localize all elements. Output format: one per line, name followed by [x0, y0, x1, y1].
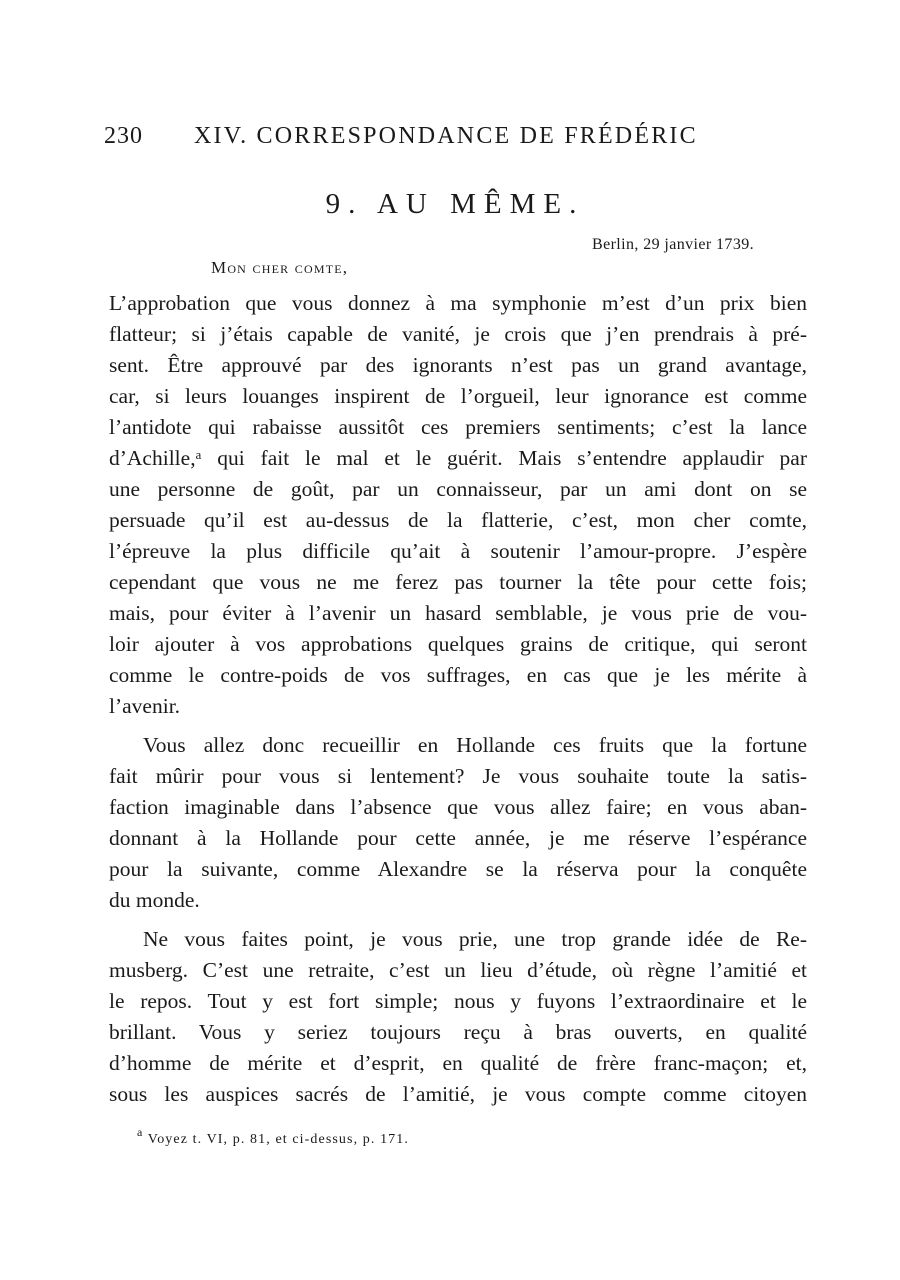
paragraph-1 [109, 288, 807, 722]
text-line: sous les auspices sacrés de l’amitié, je vous compte comme citoyen [109, 1082, 807, 1106]
text-line: du monde. [109, 888, 200, 912]
text-line: faction imaginable dans l’absence que vous allez faire; en vous aban- [109, 795, 807, 819]
footnote-text: Voyez t. VI, p. 81, et ci-dessus, p. 171. [147, 1132, 409, 1147]
text-line: fait mûrir pour vous si lentement? Je vous souhaite toute la satis- [109, 764, 807, 788]
letter-dateline: Berlin, 29 janvier 1739. [592, 236, 755, 253]
paragraph-3 [109, 924, 807, 1110]
page-number: 230 [104, 123, 143, 149]
text-line: Ne vous faites point, je vous prie, une trop grande idée de Re- [143, 927, 807, 951]
text-line: sent. Être approuvé par des ignorants n’est pas un grand avantage, [109, 353, 807, 377]
text-line: l’antidote qui rabaisse aussitôt ces premiers sentiments; c’est la lance [109, 415, 807, 439]
text-line: persuade qu’il est au-dessus de la flatterie, c’est, mon cher comte, [109, 508, 807, 532]
text-line: car, si leurs louanges inspirent de l’orgueil, leur ignorance est comme [109, 384, 807, 408]
text-line: une personne de goût, par un connaisseur, par un ami dont on se [109, 477, 807, 501]
text-line: cependant que vous ne me ferez pas tourner la tête pour cette fois; [109, 570, 807, 594]
text-line: donnant à la Hollande pour cette année, je me réserve l’espérance [109, 826, 807, 850]
text-line: mais, pour éviter à l’avenir un hasard semblable, je vous prie de vou- [109, 601, 807, 625]
letter-body [109, 288, 807, 1118]
letter-salutation: Mon cher comte, [211, 258, 349, 277]
text-line: le repos. Tout y est fort simple; nous y fuyons l’extraordinaire et le [109, 989, 807, 1013]
text-line: l’épreuve la plus difficile qu’ait à soutenir l’amour-propre. J’espère [109, 539, 807, 563]
text-line: pour la suivante, comme Alexandre se la réserva pour la conquête [109, 857, 807, 881]
text-line: musberg. C’est une retraite, c’est un lieu d’étude, où règne l’amitié et [109, 958, 807, 982]
text-line: loir ajouter à vos approbations quelques grains de critique, qui seront [109, 632, 807, 656]
text-line: l’avenir. [109, 694, 181, 718]
text-line: d’Achille,ᵃ qui fait le mal et le guérit. Mais s’entendre applaudir par [109, 446, 807, 470]
text-line: comme le contre-poids de vos suffrages, en cas que je les mérite à [109, 663, 807, 687]
letter-title: 9. AU MÊME. [325, 188, 585, 220]
text-line: brillant. Vous y seriez toujours reçu à bras ouverts, en qualité [109, 1020, 807, 1044]
text-line: flatteur; si j’étais capable de vanité, je crois que j’en prendrais à pré- [109, 322, 807, 346]
running-title: XIV. CORRESPONDANCE DE FRÉDÉRIC [194, 123, 698, 149]
text-line: L’approbation que vous donnez à ma symphonie m’est d’un prix bien [109, 291, 807, 315]
paragraph-2 [109, 730, 807, 916]
footnote [137, 1125, 409, 1148]
footnote-marker: a [137, 1125, 144, 1139]
text-line: d’homme de mérite et d’esprit, en qualité de frère franc-maçon; et, [109, 1051, 807, 1075]
text-line: Vous allez donc recueillir en Hollande ces fruits que la fortune [143, 733, 807, 757]
